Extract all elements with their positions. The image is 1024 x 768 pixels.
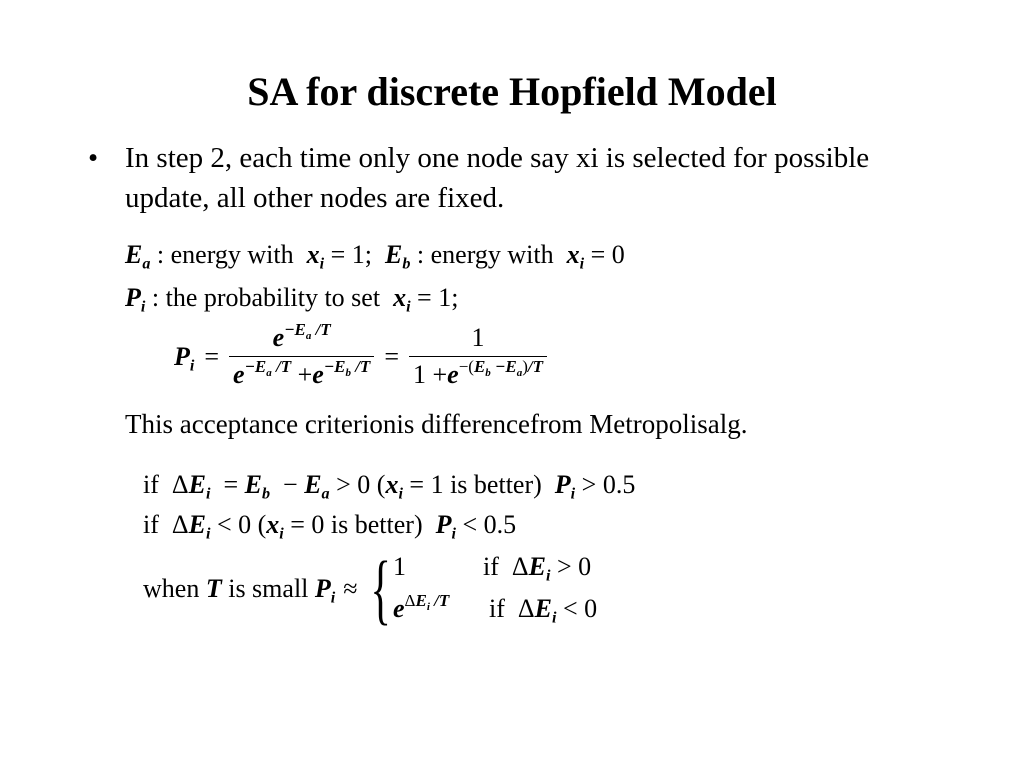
cond2-eq0: = 0 is better) [290, 510, 423, 539]
formula-eq-2: = [384, 341, 399, 371]
cond2-lt0: < 0 ( [216, 510, 267, 539]
cond1-if: if [143, 470, 159, 499]
fraction-1: $\frac{e^{-E_a /T}}{e^{-E_a /T} +e^{-E_b /T}}$ [229, 323, 374, 390]
case1-value: 1 [393, 552, 406, 581]
case-row-1: 1 if $\Delta E_i > 0$ [393, 552, 592, 585]
piecewise-cases [393, 548, 653, 630]
cond1-eq1: = 1 is better) [409, 470, 542, 499]
formula-plus: + [297, 360, 313, 389]
probability-formula: $P_i$ = $\frac{e^{-E_a /T}}{e^{-E_a /T} +e^{-E_b /T}}$ = $\frac{1}{1 +e^{-(E_b -E_a)/T}}$ [174, 323, 547, 390]
small-temperature-cases: when T is small $P_i$ ≈ { 1 if $\Delta E_i > 0$ $e^{\Delta E_i /T}$ if $\Delta E_i < 0$ [143, 548, 653, 630]
pi-label: : the probability to set [151, 283, 381, 312]
probability-definition: $P_i$ : the probability to set $x_i = 1$; [125, 283, 459, 316]
ea-equals: = 1; [330, 240, 372, 269]
fraction-2-one-plus: 1 + [412, 360, 448, 389]
condition-better-zero: if $\Delta E_i < 0$ ($x_i = 0$ is better) $P_i < 0.5$ [143, 510, 517, 543]
case2-rel: < 0 [562, 594, 598, 623]
formula-eq-1: = [204, 341, 220, 371]
approx-symbol: ≈ [343, 574, 358, 603]
condition-better-one: if $\Delta E_i = E_b - E_a > 0$ ($x_i = 1$ is better) $P_i > 0.5$ [143, 470, 636, 503]
cond2-lt05: < 0.5 [462, 510, 517, 539]
criterion-text: This acceptance criterionis differencefrom Metropolisalg. [125, 409, 748, 439]
eb-equals: = 0 [590, 240, 625, 269]
ea-label: : energy with [156, 240, 294, 269]
fraction-2-numerator: 1 [471, 323, 485, 352]
left-brace: { [369, 545, 391, 632]
is-small-label: is small [228, 574, 309, 603]
when-label: when [143, 574, 200, 603]
slide-title: SA for discrete Hopfield Model [247, 69, 777, 114]
energy-definitions: $E_a$ : energy with $x_i = 1$; $E_b$ : energy with $x_i = 0$ [125, 240, 625, 273]
case-row-2: $e^{\Delta E_i /T}$ if $\Delta E_i < 0$ [393, 590, 598, 627]
cond1-gt05: > 0.5 [581, 470, 636, 499]
case1-if: if [483, 552, 499, 581]
bullet-marker: • [88, 142, 99, 174]
bullet-text: In step 2, each time only one node say xi is selected for possible update, all other nodes are fixed. [125, 142, 870, 214]
case1-rel: > 0 [556, 552, 592, 581]
pi-equals: = 1; [417, 283, 459, 312]
case2-if: if [489, 594, 505, 623]
fraction-2: $\frac{1}{1 +e^{-(E_b -E_a)/T}}$ [409, 323, 547, 390]
eb-label: : energy with [416, 240, 554, 269]
cond1-gt0: > 0 ( [336, 470, 386, 499]
cond2-if: if [143, 510, 159, 539]
